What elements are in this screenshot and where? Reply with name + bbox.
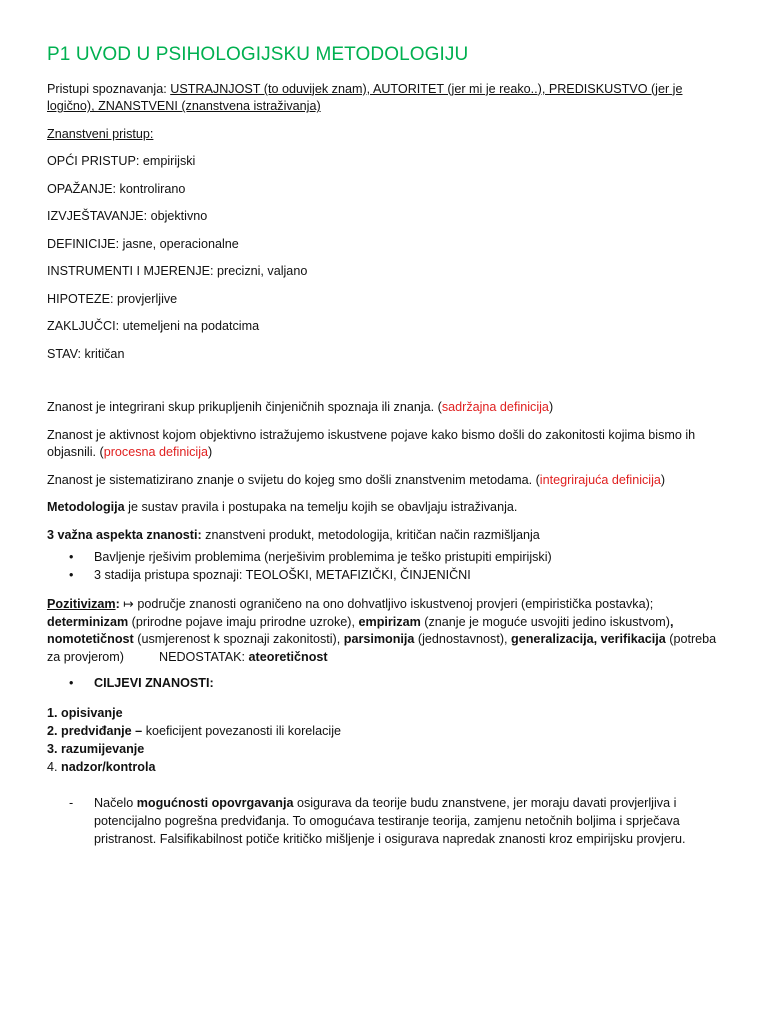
definition-label: sadržajna definicija bbox=[441, 400, 549, 415]
list-item: • 3 stadija pristupa spoznaji: TEOLOŠKI, METAFIZIČKI, ČINJENIČNI bbox=[69, 568, 471, 583]
pozitivizam-term: Pozitivizam bbox=[47, 597, 116, 612]
bullet-icon: • bbox=[69, 568, 74, 583]
definition-process: Znanost je aktivnost kojom objektivno istražujemo iskustvene pojave kako bismo došli do zakonitosti kojima bismo ih objasnili. (procesna definicija) bbox=[47, 427, 696, 460]
definition-integrating: Znanost je sistematizirano znanje o svijetu do kojeg smo došli znanstvenim metodama. (integrirajuća definicija) bbox=[47, 472, 666, 487]
approach-item: OPĆI PRISTUP: empirijski bbox=[47, 154, 196, 169]
approach-item: INSTRUMENTI I MJERENJE: precizni, valjano bbox=[47, 264, 308, 279]
bullet-list bbox=[47, 548, 722, 584]
bullet-icon: • bbox=[69, 676, 74, 691]
definition-label: integrirajuća definicija bbox=[539, 472, 661, 487]
approach-item: OPAŽANJE: kontrolirano bbox=[47, 181, 186, 196]
bullet-icon: • bbox=[69, 550, 74, 565]
metodologija-paragraph: Metodologija je sustav pravila i postupaka na temelju kojih se obavljaju istraživanja. bbox=[47, 500, 518, 515]
list-item: • Bavljenje rješivim problemima (nerješivim problemima je teško pristupiti empirijski) bbox=[69, 550, 552, 565]
ciljevi-heading: • CILJEVI ZNANOSTI: bbox=[69, 676, 214, 691]
definition-content: Znanost je integrirani skup prikupljenih činjeničnih spoznaja ili znanja. (sadržajna definicija) bbox=[47, 400, 554, 415]
definition-label: procesna definicija bbox=[103, 445, 209, 460]
approach-item: ZAKLJUČCI: utemeljeni na podatcima bbox=[47, 319, 260, 334]
list-item: 4. nadzor/kontrola bbox=[47, 760, 156, 775]
list-item: 1. opisivanje bbox=[47, 706, 123, 721]
goals-list bbox=[47, 704, 722, 776]
page-title: P1 UVOD U PSIHOLOGIJSKU METODOLOGIJU bbox=[47, 44, 469, 65]
list-item: 3. razumijevanje bbox=[47, 742, 145, 757]
approach-item: IZVJEŠTAVANJE: objektivno bbox=[47, 209, 208, 224]
pristupi-list: USTRAJNJOST (to oduvijek znam), AUTORITET (jer mi je reako..), PREDISKUSTVO (jer je logično), ZNANSTVENI (znanstvena istraživanja) bbox=[47, 81, 683, 114]
znanstveni-heading: Znanstveni pristup: bbox=[47, 126, 154, 141]
aspekti-paragraph: 3 važna aspekta znanosti: znanstveni produkt, metodologija, kritičan način razmišljanja bbox=[47, 527, 540, 542]
pristupi-paragraph bbox=[47, 81, 722, 116]
pozitivizam-paragraph: Pozitivizam: ↦ područje znanosti ograničeno na ono dohvatljivo iskustvenoj provjeri (empiristička postavka); determinizam (prirodne pojave imaju prirodne uzroke), empirizam (znanje je moguće usvojiti jedino iskustvom), nomotetičnost (usmjerenost k spoznaji zakonitosti), parsimonija (jednostavnost), generalizacija, verifikacija (potreba za provjerom) NEDOSTATAK: ateoretičnost bbox=[47, 597, 720, 664]
maps-to-arrow-icon: ↦ bbox=[119, 597, 138, 612]
nacelo-paragraph: - Načelo mogućnosti opovrgavanja osigurava da teorije budu znanstvene, jer moraju davati provjerljiva i potencijalno pogrešna predviđanja. To omogućava testiranje teorija, zamjenu netočnih boljima i sprječava pristranost. Falsifikabilnost potiče kritičko mišljenje i osigurava napredak znanosti kroz empirijsku provjeru. bbox=[69, 796, 686, 847]
dash-marker: - bbox=[69, 796, 74, 811]
approach-item: STAV: kritičan bbox=[47, 346, 125, 361]
approach-item: HIPOTEZE: provjerljive bbox=[47, 291, 178, 306]
list-item: 2. predviđanje – koeficijent povezanosti ili korelacije bbox=[47, 724, 342, 739]
approach-item: DEFINICIJE: jasne, operacionalne bbox=[47, 236, 239, 251]
spacer bbox=[47, 373, 722, 399]
scientific-approach-list bbox=[47, 153, 722, 363]
pristupi-lead: Pristupi spoznavanja: bbox=[47, 81, 171, 96]
